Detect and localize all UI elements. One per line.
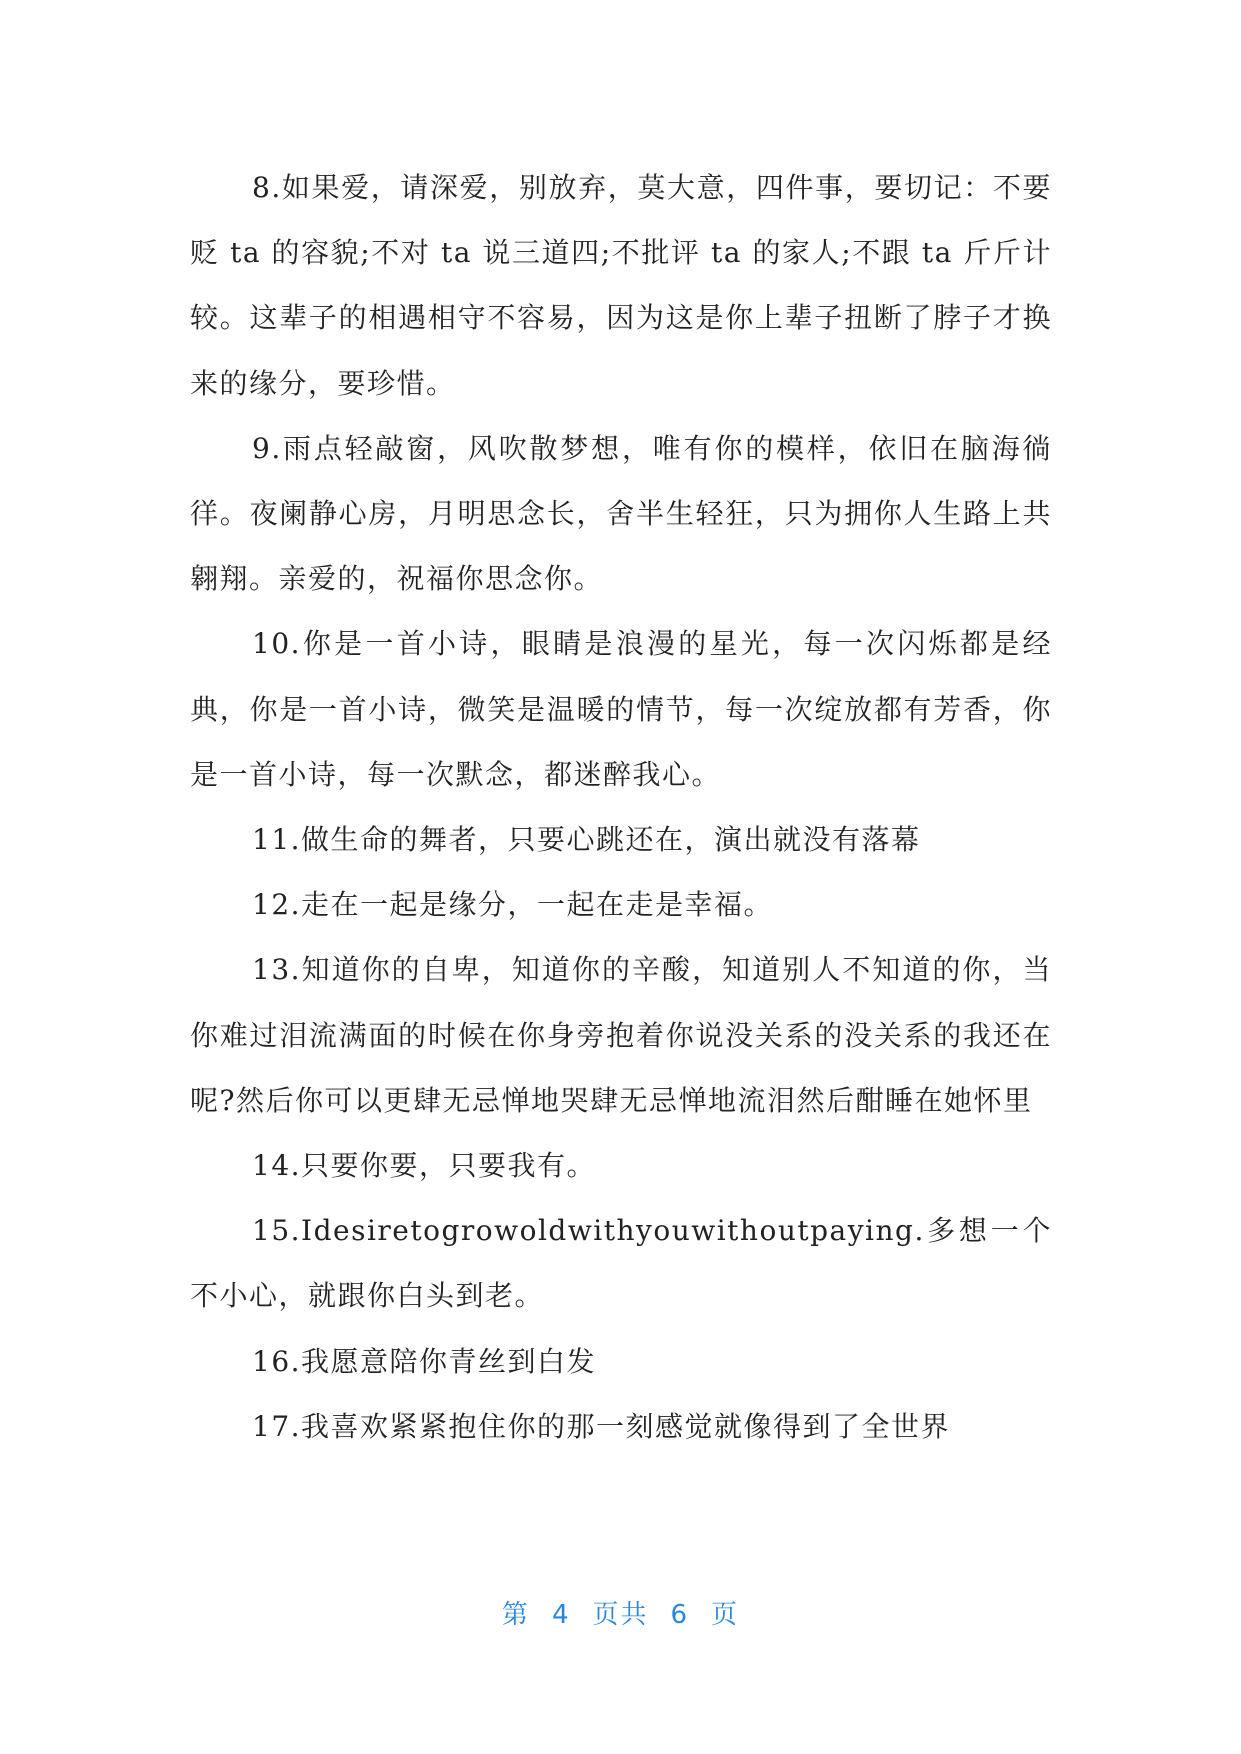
page-footer: [0, 1594, 1241, 1631]
paragraph-16: 16.我愿意陪你青丝到白发: [252, 1344, 597, 1378]
footer-prefix: 第: [501, 1600, 530, 1630]
footer-current-page: 4: [551, 1600, 571, 1630]
paragraph-13: 13.知道你的自卑，知道你的辛酸，知道别人不知道的你，当你难过泪流满面的时候在你身旁抱着你说没关系的没关系的我还在呢?然后你可以更肆无忌惮地哭肆无忌惮地流泪然后酣睡在她怀里: [190, 953, 1052, 1117]
paragraph-11: 11.做生命的舞者，只要心跳还在，演出就没有落幕: [252, 823, 921, 857]
paragraph-14: 14.只要你要，只要我有。: [252, 1149, 597, 1183]
paragraph-17: 17.我喜欢紧紧抱住你的那一刻感觉就像得到了全世界: [252, 1409, 951, 1443]
paragraph-12: 12.走在一起是缘分，一起在走是幸福。: [252, 888, 774, 922]
document-body: [190, 155, 1052, 1459]
paragraph-9: 9.雨点轻敲窗，风吹散梦想，唯有你的模样，依旧在脑海徜徉。夜阑静心房，月明思念长，舍半生轻狂，只为拥你人生路上共翱翔。亲爱的，祝福你思念你。: [190, 431, 1052, 596]
footer-suffix: 页: [711, 1600, 740, 1630]
paragraph-10: 10.你是一首小诗，眼睛是浪漫的星光，每一次闪烁都是经典，你是一首小诗，微笑是温暖的情节，每一次绽放都有芳香，你是一首小诗，每一次默念，都迷醉我心。: [190, 627, 1052, 791]
footer-total-pages: 6: [670, 1600, 690, 1630]
paragraph-15: 15.Idesiretogrowoldwithyouwithoutpaying.多想一个不小心，就跟你白头到老。: [190, 1214, 1052, 1313]
paragraph-8: 8.如果爱，请深爱，别放弃，莫大意，四件事，要切记：不要贬 ta 的容貌;不对 ta 说三道四;不批评 ta 的家人;不跟 ta 斤斤计较。这辈子的相遇相守不容易，因为这是你上辈子扭断了脖子才换来的缘分，要珍惜。: [190, 171, 1052, 400]
footer-middle: 页共: [592, 1600, 649, 1630]
